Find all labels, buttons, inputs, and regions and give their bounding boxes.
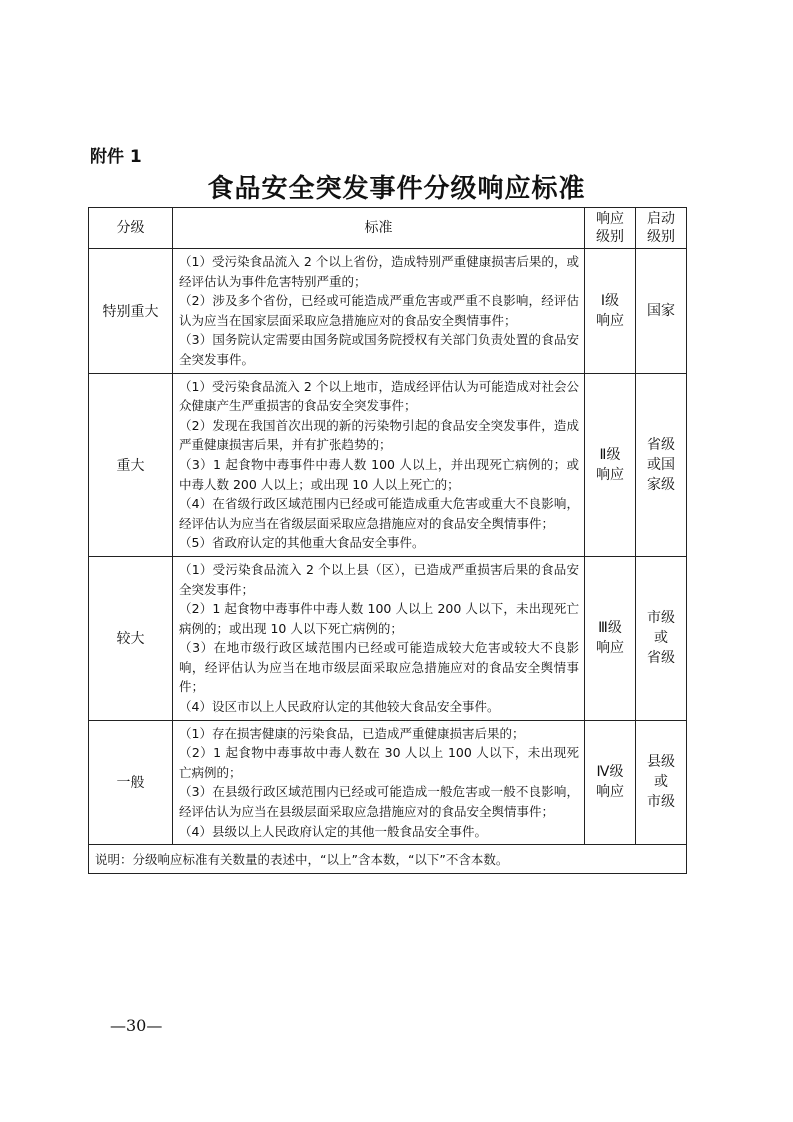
header-standard: 标准 xyxy=(173,208,585,249)
start-level-line1: 县级 xyxy=(647,754,675,771)
response-level-line1: Ⅰ级 xyxy=(600,292,620,309)
criterion-item: （5）省政府认定的其他重大食品安全事件。 xyxy=(179,535,425,551)
table-note: 说明：分级响应标准有关数量的表述中，“以上”含本数，“以下”不含本数。 xyxy=(89,845,687,874)
criteria-cell xyxy=(173,720,585,845)
header-start-line2: 级别 xyxy=(647,229,675,245)
response-level-cell xyxy=(585,373,636,556)
attachment-label: 附件 1 xyxy=(90,147,142,167)
start-level-line3: 省级 xyxy=(647,650,675,667)
table-row xyxy=(89,720,687,845)
criterion-item: （3）国务院认定需要由国务院或国务院授权有关部门负责处置的食品安全突发事件。 xyxy=(179,332,579,367)
header-level: 分级 xyxy=(89,208,173,249)
start-level-cell xyxy=(636,720,687,845)
table-note-row xyxy=(89,845,687,874)
start-level-line3: 市级 xyxy=(647,794,675,811)
criterion-item: （2）1 起食物中毒事故中毒人数在 30 人以上 100 人以下，未出现死亡病例的； xyxy=(179,745,579,780)
criteria-cell xyxy=(173,373,585,556)
response-level-line2: 响应 xyxy=(596,466,624,483)
criterion-item: （4）县级以上人民政府认定的其他一般食品安全事件。 xyxy=(179,823,487,839)
criterion-item: （2）1 起食物中毒事件中毒人数 100 人以上 200 人以下，未出现死亡病例的；或出现 10 人以下死亡病例的； xyxy=(179,601,579,636)
criterion-item: （4）设区市以上人民政府认定的其他较大食品安全事件。 xyxy=(179,699,500,715)
header-response-line2: 级别 xyxy=(596,229,624,245)
start-level-line2: 或 xyxy=(654,774,668,791)
criterion-item: （2）发现在我国首次出现的新的污染物引起的食品安全突发事件，造成严重健康损害后果，并有扩张趋势的； xyxy=(179,417,579,453)
response-level-line2: 响应 xyxy=(596,640,624,657)
response-level-line1: Ⅳ级 xyxy=(596,764,624,781)
header-start-line1: 启动 xyxy=(647,211,675,227)
level-cell: 一般 xyxy=(89,720,173,845)
response-level-cell xyxy=(585,556,636,720)
page-number: —30— xyxy=(110,1016,163,1035)
response-level-line1: Ⅱ级 xyxy=(599,446,621,463)
level-cell: 重大 xyxy=(89,373,173,556)
document-title: 食品安全突发事件分级响应标准 xyxy=(207,174,586,204)
criterion-item: （2）涉及多个省份，已经或可能造成严重危害或严重不良影响，经评估认为应当在国家层面采取应急措施应对的食品安全舆情事件； xyxy=(179,293,579,328)
header-start-level xyxy=(636,208,687,249)
start-level-line1: 市级 xyxy=(647,610,675,627)
criterion-item: （1）受污染食品流入 2 个以上县（区），已造成严重损害后果的食品安全突发事件； xyxy=(179,561,579,597)
start-level-line1: 省级 xyxy=(647,436,675,453)
criterion-item: （1）受污染食品流入 2 个以上省份，造成特别严重健康损害后果的，或经评估认为事件危害特别严重的； xyxy=(179,254,579,289)
table-row xyxy=(89,556,687,720)
response-level-table xyxy=(88,207,687,874)
response-level-cell xyxy=(585,249,636,374)
criterion-item: （1）存在损害健康的污染食品，已造成严重健康损害后果的； xyxy=(179,725,525,741)
level-cell: 特别重大 xyxy=(89,249,173,374)
criterion-item: （3）1 起食物中毒事件中毒人数 100 人以上，并出现死亡病例的；或中毒人数 200 人以上；或出现 10 人以上死亡的； xyxy=(179,456,579,492)
start-level-line2: 或国 xyxy=(647,456,675,473)
header-response-line1: 响应 xyxy=(596,211,624,227)
response-level-line2: 响应 xyxy=(596,312,624,329)
criteria-cell xyxy=(173,556,585,720)
criteria-cell xyxy=(173,249,585,374)
criterion-item: （3）在县级行政区域范围内已经或可能造成一般危害或一般不良影响，经评估认为应当在县级层面采取应急措施应对的食品安全舆情事件； xyxy=(179,784,579,820)
start-level-cell xyxy=(636,249,687,374)
start-level-cell xyxy=(636,373,687,556)
start-level-line2: 或 xyxy=(654,630,668,647)
criterion-item: （1）受污染食品流入 2 个以上地市，造成经评估认为可能造成对社会公众健康产生严重损害的食品安全突发事件； xyxy=(179,378,579,414)
criterion-item: （3）在地市级行政区域范围内已经或可能造成较大危害或较大不良影响，经评估认为应当在地市级层面采取应急措施应对的食品安全舆情事件； xyxy=(179,640,579,695)
response-level-line2: 响应 xyxy=(596,784,624,801)
level-cell: 较大 xyxy=(89,556,173,720)
criterion-item: （4）在省级行政区域范围内已经或可能造成重大危害或重大不良影响，经评估认为应当在省级层面采取应急措施应对的食品安全舆情事件； xyxy=(179,496,579,531)
response-level-line1: Ⅲ级 xyxy=(598,620,622,637)
start-level-line3: 家级 xyxy=(647,476,675,493)
response-level-cell xyxy=(585,720,636,845)
table-row xyxy=(89,373,687,556)
table-row xyxy=(89,249,687,374)
start-level-cell xyxy=(636,556,687,720)
start-level-line1: 国家 xyxy=(647,302,675,319)
table-header-row xyxy=(89,208,687,249)
header-response-level xyxy=(585,208,636,249)
